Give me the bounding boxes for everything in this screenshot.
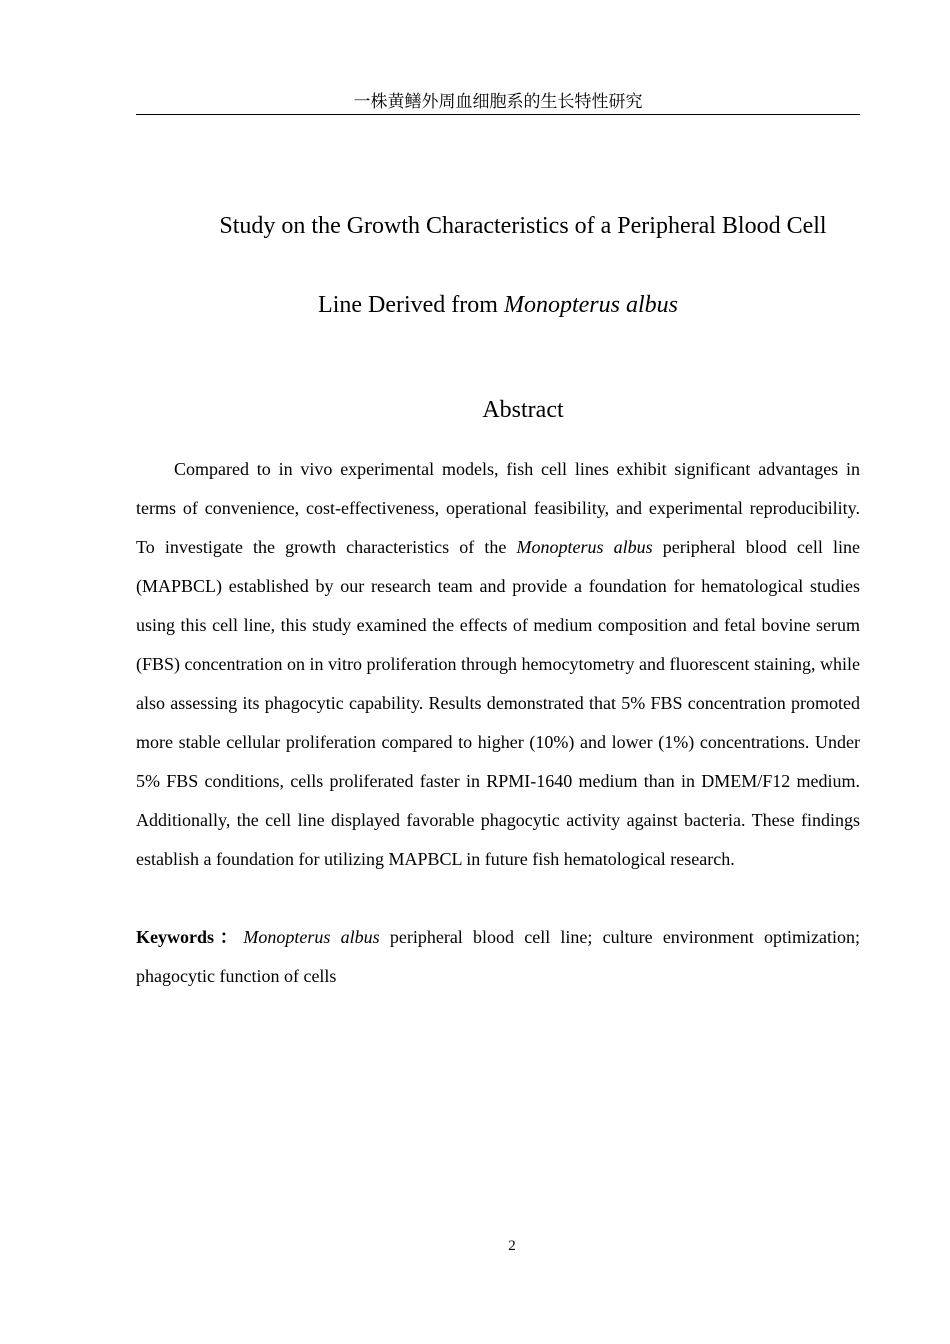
abstract-body [136, 450, 860, 879]
keywords-label: Keywords： [136, 927, 244, 947]
page-number: 2 [508, 1238, 516, 1254]
paper-title-line-2 [136, 290, 860, 320]
abstract-text-1: Compared to in vivo experimental models, fish cell lines exhibit significant advantages in terms of convenience, cost-effectiveness, operational feasibility, and experimental reproducibility. To investigate the growth characteristics of the [136, 459, 860, 557]
paper-title-prefix: Line Derived from [318, 292, 504, 318]
paper-title-line-1: Study on the Growth Characteristics of a Peripheral Blood Cell [219, 213, 827, 239]
running-header [136, 90, 860, 115]
paper-title-species: Monopterus albus [503, 292, 678, 318]
keywords-species: Monopterus albus [243, 927, 380, 947]
abstract-text-2: peripheral blood cell line (MAPBCL) established by our research team and provide a foundation for hematological studies using this cell line, this study examined the effects of medium composition and fetal bovine serum (FBS) concentration on in vitro proliferation through hemocytometry and fluorescent staining, while also assessing its phagocytic capability. Results demonstrated that 5% FBS concentration promoted more stable cellular proliferation compared to higher (10%) and lower (1%) concentrations. Under 5% FBS conditions, cells proliferated faster in RPMI-1640 medium than in DMEM/F12 medium. Additionally, the cell line displayed favorable phagocytic activity against bacteria. These findings establish a foundation for utilizing MAPBCL in future fish hematological research. [136, 537, 861, 869]
running-header-title: 一株黄鳝外周血细胞系的生长特性研究 [353, 92, 643, 112]
keywords-text: peripheral blood cell line; culture environment optimization; phagocytic function of cells [136, 927, 860, 986]
abstract-heading: Abstract [482, 397, 564, 423]
keywords-paragraph [136, 918, 860, 996]
abstract-species: Monopterus albus [516, 537, 653, 557]
